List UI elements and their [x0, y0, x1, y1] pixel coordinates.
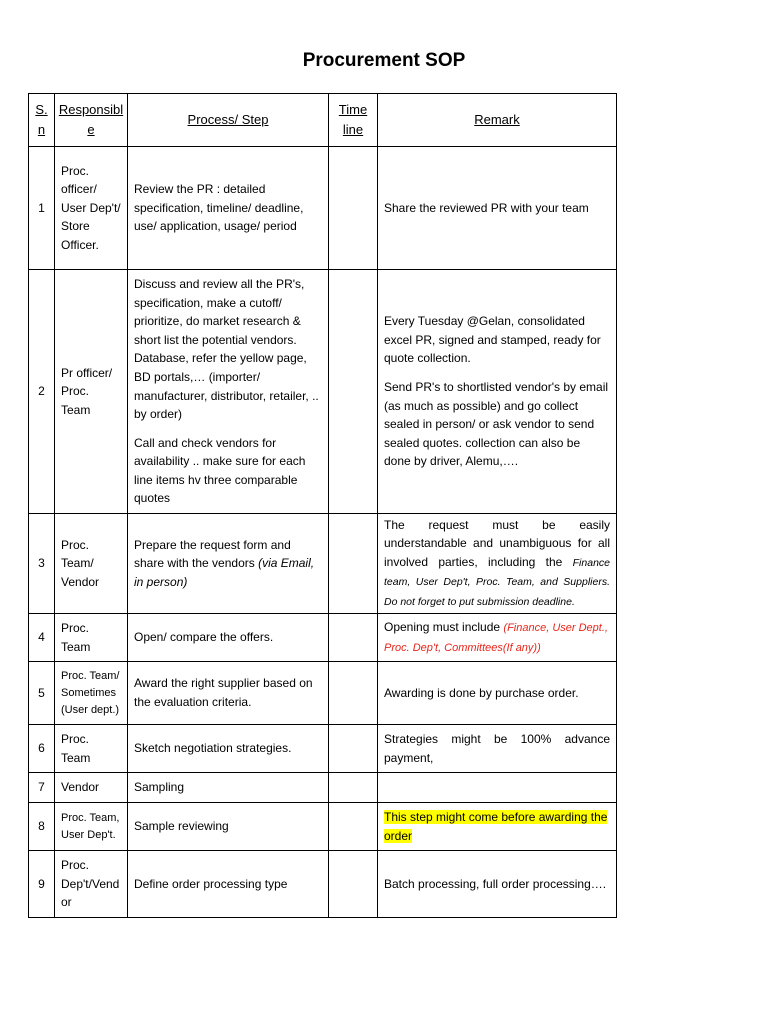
header-responsible: Responsible: [55, 94, 128, 147]
responsible-cell: Pr officer/ Proc. Team: [55, 270, 128, 514]
header-timeline: Time line: [329, 94, 378, 147]
remark-cell: [378, 662, 617, 725]
header-remark: Remark: [378, 94, 617, 147]
process-text: Define order processing type: [134, 876, 288, 891]
table-row: [29, 147, 617, 270]
remark-text: The request must be easily understandable and unambiguous for all involved parties, including the: [384, 517, 610, 569]
process-cell: [128, 662, 329, 725]
process-text: Award the right supplier based on the evaluation criteria.: [134, 676, 313, 709]
process-cell: [128, 147, 329, 270]
remark-highlight: This step might come before awarding the order: [384, 809, 608, 843]
remark-red-note: (Finance, User Dept., Proc. Dep't, Committees(If any)): [384, 621, 608, 654]
sn-cell: 8: [29, 803, 55, 851]
remark-text: Share the reviewed PR with your team: [384, 200, 589, 215]
process-text: Discuss and review all the PR's, specification, make a cutoff/ prioritize, do market research & short list the potential vendors. Database, refer the yellow page, BD portals,… (importer/ manufacturer, distributor, retailer, .. by order): [134, 276, 319, 422]
remark-cell: [378, 773, 617, 803]
page-title: Procurement SOP: [302, 50, 466, 71]
process-text: Sampling: [134, 780, 185, 795]
remark-cell: [378, 514, 617, 614]
timeline-cell: [329, 803, 378, 851]
sn-cell: 7: [29, 773, 55, 803]
sn-cell: 5: [29, 662, 55, 725]
header-sn: S.n: [29, 94, 55, 147]
timeline-cell: [329, 514, 378, 614]
process-cell: [128, 614, 329, 662]
sn-cell: 6: [29, 725, 55, 773]
remark-text: Every Tuesday @Gelan, consolidated excel PR, signed and stamped, ready for quote collection.: [384, 314, 601, 366]
timeline-cell: [329, 773, 378, 803]
remark-text: Awarding is done by purchase order.: [384, 685, 579, 700]
header-row: [29, 94, 617, 147]
remark-text: Opening must include: [384, 619, 501, 634]
process-text: Sample reviewing: [134, 819, 229, 834]
remark-cell: [378, 803, 617, 851]
remark-cell: [378, 270, 617, 514]
table-row: [29, 614, 617, 662]
table-row: [29, 803, 617, 851]
remark-text: Strategies might be 100% advance payment,: [384, 731, 610, 765]
remark-text: Send PR's to shortlisted vendor's by email (as much as possible) and go collect sealed in person/ or ask vendor to send sealed quotes. collection can also be done by driver, Alemu,….: [384, 379, 609, 469]
table-row: [29, 773, 617, 803]
remark-cell: [378, 725, 617, 773]
responsible-cell: Proc. Dep't/Vendor: [55, 851, 128, 918]
table-row: [29, 514, 617, 614]
process-cell: [128, 725, 329, 773]
process-note: (via Email, in person): [134, 556, 315, 589]
responsible-cell: Proc. Team, User Dep't.: [55, 803, 128, 851]
timeline-cell: [329, 614, 378, 662]
table-row: [29, 725, 617, 773]
process-text: Prepare the request form and share with the vendors: [134, 537, 291, 571]
process-text: Sketch negotiation strategies.: [134, 741, 292, 756]
process-text: Review the PR : detailed specification, timeline/ deadline, use/ application, usage/ period: [134, 182, 304, 234]
remark-cell: [378, 614, 617, 662]
responsible-cell: Proc. Team/ Vendor: [55, 514, 128, 614]
process-text: Call and check vendors for availability .. make sure for each line items hv three comparable quotes: [134, 435, 306, 506]
remark-text: Batch processing, full order processing….: [384, 876, 607, 891]
table-row: [29, 270, 617, 514]
timeline-cell: [329, 851, 378, 918]
procurement-sop-table: [28, 93, 617, 918]
sn-cell: 4: [29, 614, 55, 662]
process-cell: [128, 803, 329, 851]
sn-cell: 3: [29, 514, 55, 614]
sn-cell: 9: [29, 851, 55, 918]
process-cell: [128, 270, 329, 514]
timeline-cell: [329, 725, 378, 773]
header-process: Process/ Step: [128, 94, 329, 147]
responsible-cell: Vendor: [55, 773, 128, 803]
sn-cell: 1: [29, 147, 55, 270]
process-text: Open/ compare the offers.: [134, 630, 274, 645]
process-cell: [128, 514, 329, 614]
timeline-cell: [329, 662, 378, 725]
responsible-cell: Proc. Team/ Sometimes (User dept.): [55, 662, 128, 725]
remark-cell: [378, 851, 617, 918]
responsible-cell: Proc. officer/ User Dep't/ Store Officer.: [55, 147, 128, 270]
remark-note: Finance team, User Dep't, Proc. Team, and Suppliers. Do not forget to put submission deadline.: [384, 556, 610, 608]
process-cell: [128, 773, 329, 803]
timeline-cell: [329, 270, 378, 514]
table-row: [29, 662, 617, 725]
responsible-cell: Proc. Team: [55, 725, 128, 773]
responsible-cell: Proc. Team: [55, 614, 128, 662]
remark-cell: [378, 147, 617, 270]
timeline-cell: [329, 147, 378, 270]
sn-cell: 2: [29, 270, 55, 514]
process-cell: [128, 851, 329, 918]
table-row: [29, 851, 617, 918]
